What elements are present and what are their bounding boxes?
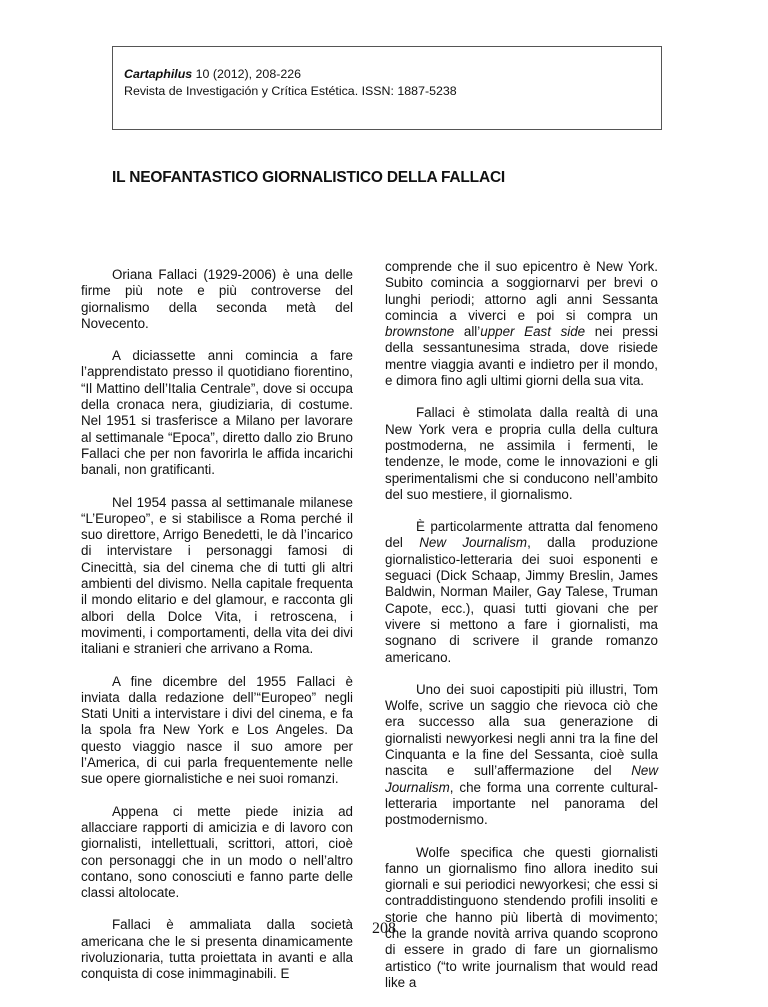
paragraph — [385, 259, 658, 389]
paragraph: A fine dicembre del 1955 Fallaci è inviata dalla redazione dell’“Europeo” negli Stati Uniti a intervistare i divi del cinema, e fa la spola fra New York e Los Angeles. Da questo viaggio nasce il suo amore per l’America, di cui parla frequentemente nelle sue opere giornalistiche e nei suoi romanzi. — [81, 673, 353, 787]
text-run: all’ — [454, 324, 481, 340]
text-run: nei pressi della sessantunesima strada, dove risiede mentre viaggia avanti e indietro per il mondo, e dimora fino agli ultimi giorni della sua vita. — [385, 324, 659, 389]
citation-box — [112, 46, 662, 130]
article-title: IL NEOFANTASTICO GIORNALISTICO DELLA FALLACI — [112, 169, 506, 186]
emphasis: brownstone — [385, 324, 455, 340]
paragraph: Appena ci mette piede inizia ad allacciare rapporti di amicizia e di lavoro con giornalisti, intellettuali, scrittori, attori, cioè con personaggi che in un modo o nell’altro contano, sono conosciuti e fanno parte delle classi altolocate. — [81, 803, 353, 901]
paragraph: Fallaci è ammaliata dalla società americana che le si presenta dinamicamente rivoluzionaria, tutta proiettata in avanti e alla conquista di cose inimmaginabili. E — [81, 917, 353, 982]
paragraph: Fallaci è stimolata dalla realtà di una New York vera e propria culla della cultura postmoderna, ne assimila i fermenti, le tendenze, le mode, come le innovazioni e gli sperimentalismi che si conducono nell’ambito del suo mestiere, il giornalismo. — [385, 405, 658, 502]
emphasis: upper East side — [480, 324, 586, 340]
paragraph: Nel 1954 passa al settimanale milanese “L’Europeo”, e si stabilisce a Roma perché il suo direttore, Arrigo Benedetti, le dà l’incarico di intervistare i personaggi famosi di Cinecittà, sia del cinema che di tutti gli altri ambienti del divismo. Nella capitale frequenta il mondo elitario e del glamour, e racconta gli albori della Dolce Vita, i retroscena, i movimenti, i comportamenti, della vita dei divi italiani e stranieri che arrivano a Roma. — [81, 494, 353, 657]
text-run: , che forma una corrente cultural-letteraria importante nel panorama del postmodernismo. — [385, 779, 658, 828]
citation-line — [124, 66, 301, 82]
emphasis: New Journalism — [419, 535, 528, 551]
right-column — [385, 259, 658, 1007]
paragraph: Wolfe specifica che questi giornalisti fanno un giornalismo fino allora inedito sui giornali e sui periodici newyorkesi; che essi si contraddistinguono stendendo profili insoliti e storie che hanno più libertà di movimento; che la grande novità arriva quando scoprono di essere in grado di fare un giornalismo artistico (“to write journalism that would read like a — [385, 844, 658, 990]
text-run: Uno dei suoi capostipiti più illustri, Tom Wolfe, scrive un saggio che rievoca ciò che era successo alla sua generazione di giornalisti newyorkesi negli anni tra la fine del Cinquanta e la fine del Sessanta, cioè sulla nascita e sull’affermazione del — [385, 681, 658, 779]
paragraph: A diciassette anni comincia a fare l’apprendistato presso il quotidiano fiorentino, “Il Mattino dell’Italia Centrale”, dove si occupa della cronaca nera, giudiziaria, di costume. Nel 1951 si trasferisce a Milano per lavorare al settimanale “Epoca”, diretto dallo zio Bruno Fallaci che per non favorirla le affida incarichi banali, non gratificanti. — [81, 348, 353, 478]
page-number: 208 — [372, 920, 396, 937]
paragraph — [385, 519, 658, 666]
paragraph — [385, 682, 658, 829]
citation-details: 10 (2012), 208-226 — [192, 67, 302, 81]
emphasis: New Journalism — [385, 763, 658, 795]
text-run: comprende che il suo epicentro è New York. Subito comincia a soggiornarvi per brevi o lunghi periodi; attorno agli anni Sessanta comincia a viverci e poi si compra un — [385, 259, 658, 323]
journal-name: Cartaphilus — [124, 67, 193, 81]
text-run: , dalla produzione giornalistico-letteraria dei suoi esponenti e seguaci (Dick Schaap, Jimmy Breslin, James Baldwin, Norman Mailer, Gay Talese, Truman Capote, ecc.), quasi tutti giovani che per vivere si mettono a fare i giornalisti, ma sognano di scrivere il grande romanzo americano. — [385, 535, 658, 665]
left-column — [81, 267, 353, 999]
paragraph: Oriana Fallaci (1929-2006) è una delle firme più note e più controverse del giornalismo della seconda metà del Novecento. — [81, 267, 353, 331]
text-run: È particolarmente attratta dal fenomeno del — [385, 519, 658, 551]
journal-subtitle: Revista de Investigación y Crítica Estética. ISSN: 1887-5238 — [124, 84, 457, 98]
